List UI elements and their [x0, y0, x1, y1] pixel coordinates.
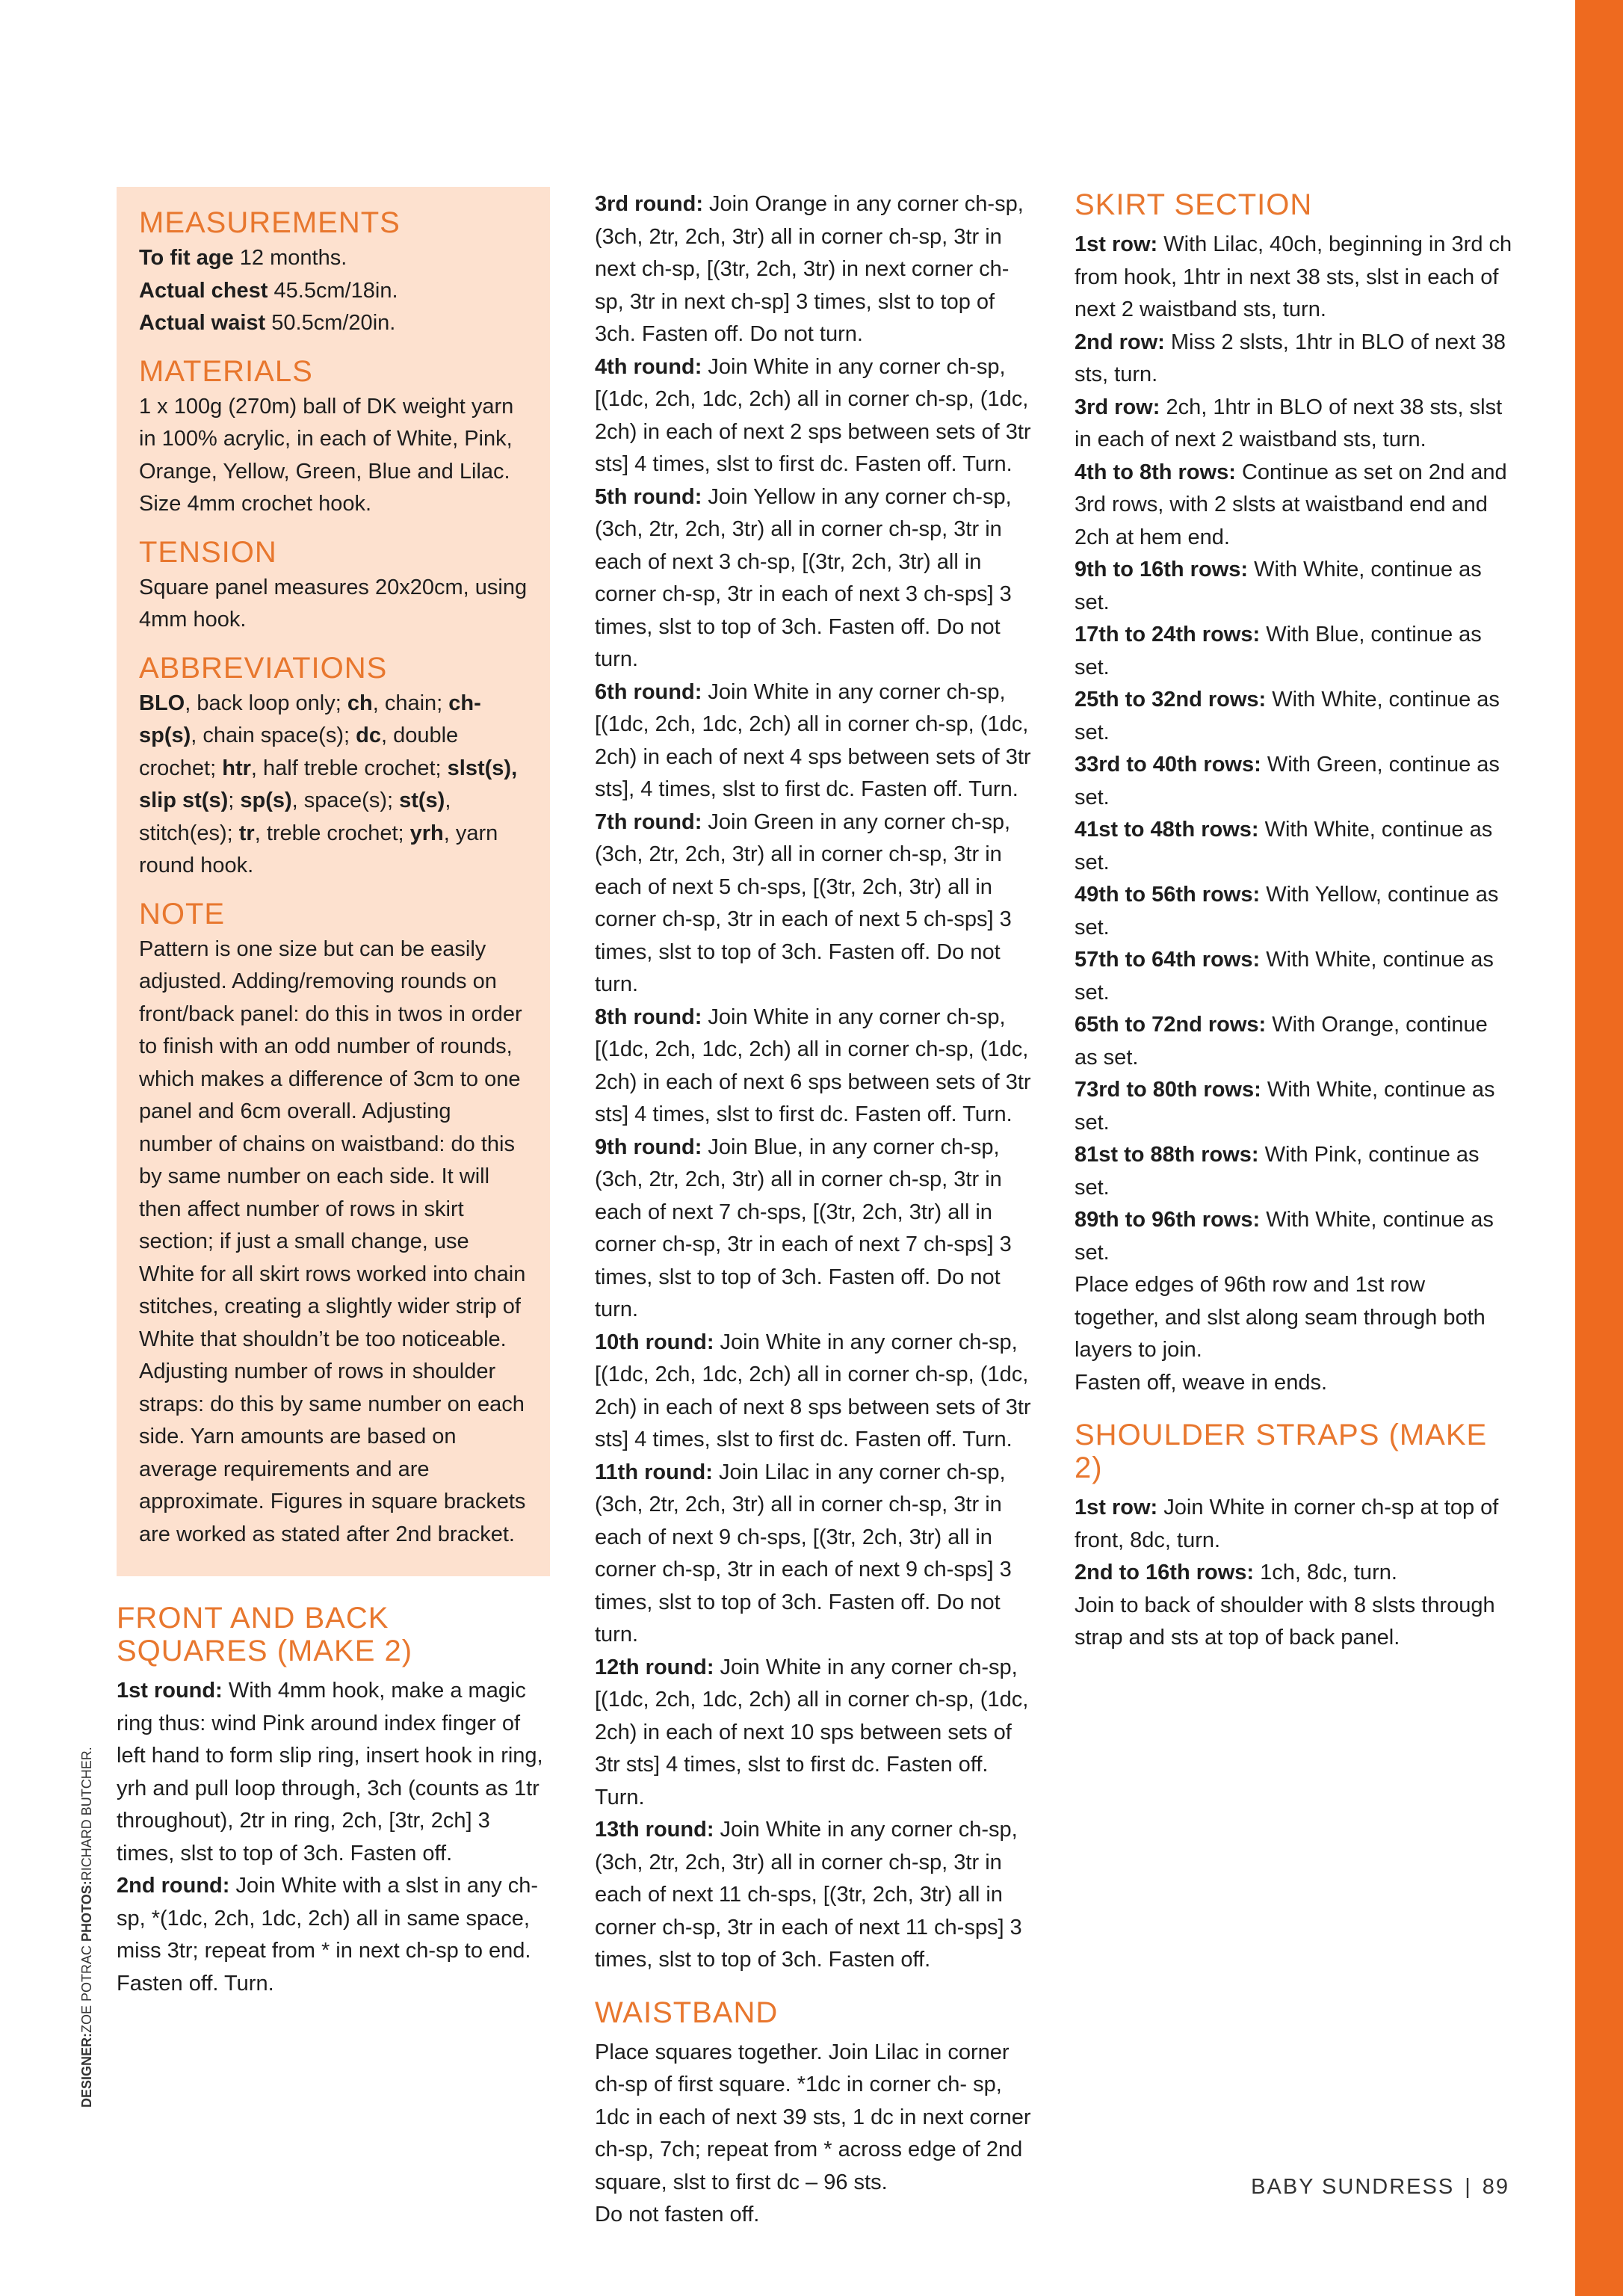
abbr-term: slst(s), slip st(s): [139, 756, 518, 812]
round-text: With 4mm hook, make a magic ring thus: wind Pink around index finger of left hand to form slip ring, insert hook in ring, yrh and pull loop through, 3ch (counts as 1tr throughout), 2tr in ring, 2ch, [3tr, 2ch] 3 times, slst to top of 3ch. Fasten off.: [117, 1679, 543, 1866]
skirt-row: [1075, 944, 1515, 1009]
round-label: 6th round:: [595, 679, 702, 704]
waist-value: 50.5cm/20in.: [265, 311, 396, 335]
round-13: [595, 1814, 1036, 1977]
abbr-def: , half treble crochet;: [250, 756, 442, 780]
round-text: Join Orange in any corner ch-sp, (3ch, 2tr, 2ch, 3tr) all in corner ch-sp, 3tr in next ch-sp, [(3tr, 2ch, 3tr) in next corner ch-sp, 3tr in next ch-sp] 3 times, slst to top of 3ch. Fasten off. Do not turn.: [595, 192, 1024, 346]
abbr-term: ch: [347, 691, 373, 715]
row-text: With Orange, continue as set.: [1075, 1013, 1488, 1070]
row-label: 73rd to 80th rows:: [1075, 1078, 1261, 1102]
row-text: With White, continue as set.: [1075, 818, 1493, 874]
strap-row: [1075, 1557, 1515, 1590]
skirt-row: [1075, 229, 1515, 327]
chest-value: 45.5cm/18in.: [268, 278, 398, 303]
row-label: 1st row:: [1075, 1496, 1158, 1519]
round-label: 9th round:: [595, 1135, 702, 1159]
skirt-row: [1075, 392, 1515, 457]
age-line: [139, 242, 528, 275]
round-label: 13th round:: [595, 1818, 714, 1842]
abbr-def: , chain;: [372, 691, 443, 715]
row-label: 2nd row:: [1075, 330, 1165, 354]
credit-photos-label: PHOTOS:: [79, 1880, 94, 1942]
row-label: 25th to 32nd rows:: [1075, 688, 1267, 712]
note-text: Pattern is one size but can be easily adjusted. Adding/removing rounds on front/back panel: do this in twos in order to finish with an odd number of rounds, which makes a difference of 3cm to one panel and 6cm overall. Adjusting number of chains on waistband: do this by same number on each side. It will then affect number of rows in skirt section; if just a small change, use White for all skirt rows worked into chain stitches, creating a slightly wider strip of White that shouldn’t be too noticeable. Adjusting number of rows in shoulder straps: do this by same number on each side. Yarn amounts are based on average requirements and are approximate. Figures in square brackets are worked as stated after 2nd bracket.: [139, 936, 526, 1546]
info-panel: [117, 187, 550, 1576]
skirt-row: [1075, 1009, 1515, 1074]
row-text: Join White in corner ch-sp at top of front, 8dc, turn.: [1075, 1496, 1499, 1552]
round-label: 7th round:: [595, 809, 702, 834]
round-label: 2nd round:: [117, 1874, 230, 1898]
skirt-finish: Place edges of 96th row and 1st row together, and slst along seam through both layers to join.: [1075, 1273, 1486, 1362]
waistband-heading: WAISTBAND: [595, 1996, 779, 2029]
row-label: 17th to 24th rows:: [1075, 623, 1261, 646]
abbr-term: dc: [356, 723, 381, 747]
age-label: To fit age: [139, 246, 234, 270]
abbr-def: ;: [228, 789, 235, 812]
row-label: 2nd to 16th rows:: [1075, 1561, 1255, 1584]
page-number: 89: [1482, 2175, 1509, 2199]
round-9: [595, 1132, 1036, 1327]
row-label: 3rd row:: [1075, 395, 1160, 419]
skirt-row: [1075, 1204, 1515, 1269]
round-text: Join White in any corner ch-sp, [(1dc, 2ch, 1dc, 2ch) all in corner ch-sp, (1dc, 2ch) in each of next 6 sps between sets of 3tr sts] 4 times, slst to first dc. Fasten off. Turn.: [595, 1004, 1031, 1126]
credit-designer-label: DESIGNER:: [79, 2032, 94, 2108]
row-text: Miss 2 slsts, 1htr in BLO of next 38 sts, turn.: [1075, 330, 1506, 386]
row-label: 89th to 96th rows:: [1075, 1208, 1261, 1232]
skirt-row: [1075, 1139, 1515, 1204]
tension-text: Square panel measures 20x20cm, using 4mm hook.: [139, 575, 528, 632]
round-4: [595, 351, 1036, 481]
footer-separator: |: [1465, 2175, 1472, 2199]
tension-heading: TENSION: [139, 535, 277, 569]
row-text: With White, continue as set.: [1075, 558, 1482, 614]
skirt-heading: SKIRT SECTION: [1075, 188, 1313, 221]
abbr-term: sp(s): [240, 789, 292, 812]
skirt-row: [1075, 749, 1515, 814]
abbreviations-list: [139, 688, 528, 883]
waistband-text: Place squares together. Join Lilac in corner ch-sp of first square. *1dc in corner ch- sp, 1dc in each of next 39 sts, 1 dc in next corner ch-sp, 7ch; repeat from * across edge of 2nd square, slst to first dc – 96 sts.: [595, 2040, 1031, 2194]
row-label: 4th to 8th rows:: [1075, 460, 1236, 484]
round-text: Join Blue, in any corner ch-sp, (3ch, 2tr, 2ch, 3tr) all in corner ch-sp, 3tr in each of next 7 ch-sps, [(3tr, 2ch, 3tr) all in corner ch-sp, 3tr in each of next 7 ch-sps] 3 times, slst to top of 3ch. Fasten off. Do not turn.: [595, 1135, 1012, 1321]
row-label: 49th to 56th rows:: [1075, 883, 1261, 907]
abbr-term: st(s): [399, 789, 445, 812]
abbr-term: yrh: [409, 821, 444, 845]
footer-title: BABY SUNDRESS: [1251, 2175, 1455, 2199]
column-middle: [595, 188, 1036, 2232]
chest-line: [139, 275, 528, 308]
abbr-def: , double crochet;: [139, 723, 459, 780]
squares-heading: FRONT AND BACK SQUARES (MAKE 2): [117, 1602, 413, 1667]
skirt-row: [1075, 554, 1515, 619]
credit-designer-name: ZOE POTRAC: [79, 1945, 94, 2033]
row-text: Continue as set on 2nd and 3rd rows, with 2 slsts at waistband end and 2ch at hem end.: [1075, 460, 1507, 549]
straps-heading: SHOULDER STRAPS (MAKE 2): [1075, 1419, 1488, 1484]
round-text: Join White with a slst in any ch-sp, *(1dc, 2ch, 1dc, 2ch) all in same space, miss 3tr; repeat from * in next ch-sp to end. Fasten off. Turn.: [117, 1874, 539, 1996]
page-footer: [1251, 2175, 1509, 2200]
row-label: 65th to 72nd rows:: [1075, 1013, 1267, 1037]
round-text: Join White in any corner ch-sp, [(1dc, 2ch, 1dc, 2ch) all in corner ch-sp, (1dc, 2ch) in each of next 8 sps between sets of 3tr sts] 4 times, slst to first dc. Fasten off. Turn.: [595, 1330, 1031, 1451]
materials-heading: MATERIALS: [139, 354, 313, 388]
round-text: Join White in any corner ch-sp, [(1dc, 2ch, 1dc, 2ch) all in corner ch-sp, (1dc, 2ch) in each of next 2 sps between sets of 3tr sts] 4 times, slst to first dc. Fasten off. Turn.: [595, 354, 1031, 476]
abbr-term: ch-sp(s): [139, 691, 481, 747]
credit-photos-name: RICHARD BUTCHER.: [79, 1747, 94, 1881]
skirt-row: [1075, 1074, 1515, 1139]
round-label: 4th round:: [595, 354, 702, 379]
round-text: Join White in any corner ch-sp, (3ch, 2tr, 2ch, 3tr) all in corner ch-sp, 3tr in each of next 11 ch-sps, [(3tr, 2ch, 3tr) all in corner ch-sp, 3tr in each of next 11 ch-sps] 3 times, slst to top of 3ch. Fasten off.: [595, 1818, 1022, 1972]
row-text: With Yellow, continue as set.: [1075, 883, 1499, 939]
round-label: 3rd round:: [595, 192, 703, 216]
abbr-term: BLO: [139, 691, 185, 715]
photo-credit: [79, 1747, 94, 2108]
strap-row: [1075, 1492, 1515, 1557]
row-text: With Green, continue as set.: [1075, 753, 1500, 809]
abbr-def: , space(s);: [291, 789, 394, 812]
materials-hook: Size 4mm crochet hook.: [139, 492, 372, 516]
row-label: 41st to 48th rows:: [1075, 818, 1259, 842]
chest-label: Actual chest: [139, 278, 268, 303]
round-12: [595, 1652, 1036, 1815]
round-3: [595, 188, 1036, 351]
round-label: 11th round:: [595, 1460, 713, 1484]
round-label: 8th round:: [595, 1004, 702, 1029]
round-text: Join White in any corner ch-sp, [(1dc, 2ch, 1dc, 2ch) all in corner ch-sp, (1dc, 2ch) in each of next 10 sps between sets of 3tr sts] 4 times, slst to first dc. Fasten off. Turn.: [595, 1655, 1029, 1809]
row-label: 1st row:: [1075, 232, 1158, 256]
round-2: [117, 1870, 548, 2000]
round-6: [595, 676, 1036, 806]
row-text: With White, continue as set.: [1075, 948, 1494, 1004]
row-text: 2ch, 1htr in BLO of next 38 sts, slst in each of next 2 waistband sts, turn.: [1075, 395, 1503, 451]
round-text: Join Green in any corner ch-sp, (3ch, 2tr, 2ch, 3tr) all in corner ch-sp, 3tr in each of next 5 ch-sps, [(3tr, 2ch, 3tr) all in corner ch-sp, 3tr in each of next 5 ch-sps] 3 times, slst to top of 3ch. Fasten off. Do not turn.: [595, 809, 1012, 996]
round-1: [117, 1675, 548, 1870]
note-heading: NOTE: [139, 897, 226, 931]
abbr-def: , treble crochet;: [254, 821, 404, 845]
waist-line: [139, 307, 528, 340]
skirt-row: [1075, 879, 1515, 944]
skirt-row: [1075, 684, 1515, 749]
skirt-row: [1075, 619, 1515, 684]
abbr-term: tr: [238, 821, 255, 845]
row-text: With Blue, continue as set.: [1075, 623, 1482, 679]
abbreviations-heading: ABBREVIATIONS: [139, 651, 388, 685]
abbr-def: , yarn round hook.: [139, 821, 498, 877]
abbr-term: htr: [222, 756, 251, 780]
row-text: With Pink, continue as set.: [1075, 1143, 1480, 1200]
round-label: 10th round:: [595, 1330, 714, 1354]
abbr-def: , chain space(s);: [191, 723, 350, 747]
skirt-finish-2: Fasten off, weave in ends.: [1075, 1370, 1328, 1395]
materials-text: 1 x 100g (270m) ball of DK weight yarn in 100% acrylic, in each of White, Pink, Orange, Yellow, Green, Blue and Lilac.: [139, 394, 514, 484]
abbr-def: , back loop only;: [185, 691, 341, 715]
round-text: Join Yellow in any corner ch-sp, (3ch, 2tr, 2ch, 3tr) all in corner ch-sp, 3tr in each of next 3 ch-sp, [(3tr, 2ch, 3tr) all in corner ch-sp, 3tr in each of next 3 ch-sps] 3 times, slst to top of 3ch. Fasten off. Do not turn.: [595, 484, 1012, 671]
round-8: [595, 1002, 1036, 1132]
straps-finish: Join to back of shoulder with 8 slsts through strap and sts at top of back panel.: [1075, 1593, 1495, 1650]
row-text: With White, continue as set.: [1075, 688, 1500, 744]
round-label: 1st round:: [117, 1679, 223, 1703]
column-left: [117, 187, 548, 2000]
row-text: With White, continue as set.: [1075, 1078, 1495, 1135]
round-label: 12th round:: [595, 1655, 714, 1679]
waistband-text-2: Do not fasten off.: [595, 2203, 760, 2226]
row-text: 1ch, 8dc, turn.: [1254, 1561, 1397, 1584]
skirt-row: [1075, 814, 1515, 879]
waist-label: Actual waist: [139, 311, 266, 335]
skirt-row: [1075, 457, 1515, 555]
abbr-def: , stitch(es);: [139, 789, 451, 845]
row-label: 57th to 64th rows:: [1075, 948, 1261, 972]
row-text: With Lilac, 40ch, beginning in 3rd ch from hook, 1htr in next 38 sts, slst in each of next 2 waistband sts, turn.: [1075, 232, 1512, 321]
measurements-heading: MEASUREMENTS: [139, 206, 401, 239]
round-11: [595, 1457, 1036, 1652]
row-text: With White, continue as set.: [1075, 1208, 1494, 1265]
row-label: 33rd to 40th rows:: [1075, 753, 1261, 777]
round-text: Join Lilac in any corner ch-sp, (3ch, 2tr, 2ch, 3tr) all in corner ch-sp, 3tr in each of next 9 ch-sps, [(3tr, 2ch, 3tr) all in corner ch-sp, 3tr in each of next 9 ch-sps] 3 times, slst to top of 3ch. Fasten off. Do not turn.: [595, 1460, 1012, 1647]
column-right: [1075, 188, 1515, 1655]
round-5: [595, 481, 1036, 676]
skirt-row: [1075, 327, 1515, 392]
round-7: [595, 806, 1036, 1002]
round-text: Join White in any corner ch-sp, [(1dc, 2ch, 1dc, 2ch) all in corner ch-sp, (1dc, 2ch) in each of next 4 sps between sets of 3tr sts], 4 times, slst to first dc. Fasten off. Turn.: [595, 679, 1031, 801]
round-10: [595, 1327, 1036, 1457]
row-label: 81st to 88th rows:: [1075, 1143, 1259, 1167]
row-label: 9th to 16th rows:: [1075, 558, 1249, 581]
orange-edge-bar: [1575, 0, 1623, 2296]
age-value: 12 months.: [233, 246, 347, 270]
round-label: 5th round:: [595, 484, 702, 509]
